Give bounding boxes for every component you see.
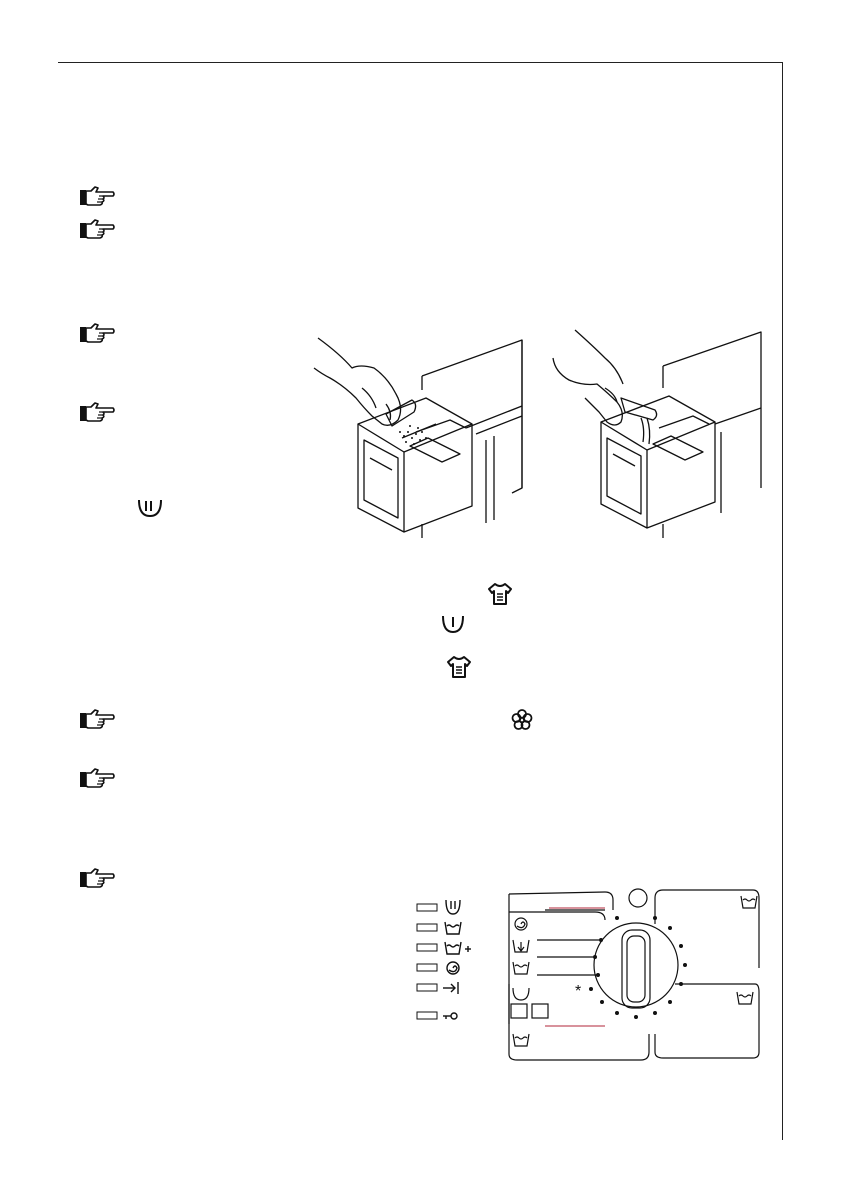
main-wash-compartment-icon bbox=[136, 497, 164, 519]
shirt-icon bbox=[487, 582, 513, 606]
pointing-hand-icon bbox=[79, 219, 115, 241]
pointing-hand-icon bbox=[79, 323, 115, 345]
programme-dial-panel bbox=[505, 884, 763, 1064]
top-rule bbox=[58, 62, 783, 63]
pointing-hand-icon bbox=[79, 402, 115, 424]
liquid-detergent-illustration bbox=[545, 328, 775, 538]
prewash-compartment-icon bbox=[440, 613, 466, 635]
pointing-hand-icon bbox=[79, 186, 115, 208]
pointing-hand-icon bbox=[79, 868, 115, 890]
pointing-hand-icon bbox=[79, 709, 115, 731]
shirt-icon bbox=[446, 655, 472, 679]
pointing-hand-icon bbox=[79, 768, 115, 790]
softener-flower-icon bbox=[510, 708, 534, 732]
right-rule bbox=[782, 62, 783, 1140]
indicator-lights bbox=[413, 896, 503, 1026]
asterisk-mark: * bbox=[575, 983, 582, 1000]
powder-detergent-illustration bbox=[300, 328, 530, 538]
